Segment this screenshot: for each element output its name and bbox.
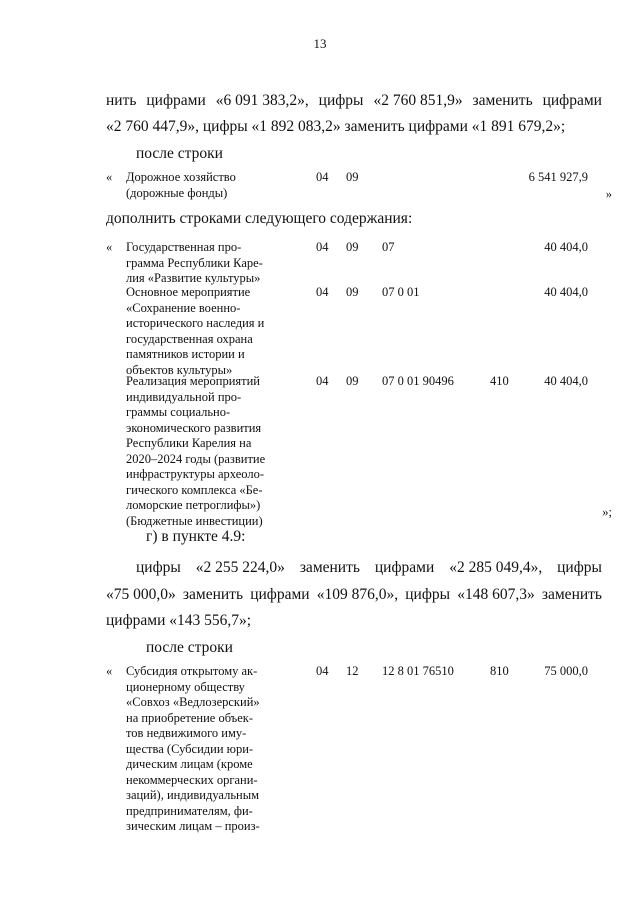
section-code: 04 [316, 240, 329, 254]
word: цифры [557, 559, 602, 576]
table-row-added-2 [106, 285, 612, 379]
amount: 75 000,0 [544, 664, 588, 678]
row-name-line: Государственная про- [126, 240, 242, 254]
expense-type-code: 810 [490, 664, 509, 678]
word: заменить [541, 586, 602, 603]
word: заменить [182, 586, 244, 603]
after-line-label: после строки [136, 145, 223, 162]
supplement-text: дополнить строками следующего содержания: [106, 210, 413, 227]
word: цифрами [374, 559, 435, 576]
word: «6 091 383,2», [215, 92, 309, 109]
amount: 40 404,0 [544, 285, 588, 299]
target-code: 12 8 01 76510 [382, 664, 454, 678]
row-name-line: памятников истории и [126, 347, 245, 361]
row-name-line: Субсидия открытому ак- [126, 664, 258, 678]
paragraph-2-line-2 [106, 584, 602, 606]
word: цифры [405, 586, 451, 603]
row-name-line: государственная охрана [126, 331, 253, 346]
section-code: 04 [316, 374, 329, 388]
row-name-line: Дорожное хозяйство [126, 170, 236, 184]
row-name-line: 2020–2024 годы (развитие [126, 451, 266, 466]
row-name-line: Республики Карелия на [126, 436, 252, 450]
table-row-added-1 [106, 240, 612, 288]
row-name-line: граммы социально- [126, 405, 231, 419]
open-quote: « [106, 170, 113, 184]
paragraph-1-line-2: «2 760 447,9», цифры «1 892 083,2» заменить цифрами «1 891 679,2»; [106, 118, 566, 135]
row-name-line: объектов культуры» [126, 362, 233, 377]
row-name-line: на приобретение объек- [126, 710, 254, 725]
amount: 40 404,0 [544, 240, 588, 254]
word: заменить [472, 92, 533, 109]
row-name-line: индивидуальной про- [126, 389, 242, 404]
subsection-code: 09 [346, 285, 359, 299]
row-name-line: тов недвижимого иму- [126, 726, 247, 740]
table-row-subsidy [106, 664, 612, 840]
subsection-code: 12 [346, 664, 359, 678]
word: «2 760 851,9» [373, 92, 463, 109]
row-name-line: ционерному обществу [126, 679, 245, 694]
word: цифрами [542, 92, 602, 109]
word: «148 607,3» [457, 586, 535, 603]
row-name-line: (дорожные фонды) [126, 185, 228, 200]
amount: 6 541 927,9 [528, 170, 588, 184]
open-quote: « [106, 664, 113, 678]
row-name-line: инфраструктуры археоло- [126, 467, 265, 481]
expense-type-code: 410 [490, 374, 509, 388]
row-name-line: щества (Субсидии юри- [126, 741, 254, 756]
row-name [126, 374, 294, 529]
row-name-line: (Бюджетные инвестиции) [126, 513, 263, 528]
row-name-line: «Сохранение военно- [126, 300, 241, 315]
row-name-line: грамма Республики Каре- [126, 255, 263, 270]
close-quote: »; [602, 505, 612, 519]
row-name [126, 285, 294, 378]
word: «2 255 224,0» [195, 559, 285, 576]
word: «2 285 049,4», [449, 559, 543, 576]
row-name [126, 664, 294, 835]
row-name-line: экономического развития [126, 420, 262, 435]
paragraph-1-line-1 [106, 90, 602, 112]
close-quote: » [605, 187, 612, 201]
subsection-code: 09 [346, 170, 359, 184]
open-quote: « [106, 240, 113, 254]
target-code: 07 0 01 90496 [382, 374, 454, 388]
row-name-line: «Совхоз «Ведлозерский» [126, 695, 260, 709]
row-name-line: Основное мероприятие [126, 285, 251, 299]
paragraph-2-line-3: цифрами «143 556,7»; [106, 612, 252, 629]
after-line-label: после строки [146, 639, 233, 656]
row-name-line: ломорские петроглифы») [126, 498, 261, 512]
amount: 40 404,0 [544, 374, 588, 388]
row-name [126, 170, 294, 201]
subsection-code: 09 [346, 374, 359, 388]
row-name [126, 240, 294, 287]
paragraph-2-line-1 [136, 557, 602, 579]
target-code: 07 [382, 240, 395, 254]
section-code: 04 [316, 664, 329, 678]
section-code: 04 [316, 285, 329, 299]
word: цифры [318, 92, 364, 109]
subsection-code: 09 [346, 240, 359, 254]
row-name-line: некоммерческих органи- [126, 772, 258, 787]
word: нить [106, 92, 137, 109]
target-code: 07 0 01 [382, 285, 420, 299]
section-g-heading: г) в пункте 4.9: [146, 528, 246, 545]
row-name-line: предпринимателям, фи- [126, 803, 253, 818]
section-code: 04 [316, 170, 329, 184]
page-number: 13 [313, 36, 327, 51]
row-name-line: гического комплекса «Бе- [126, 482, 263, 497]
row-name-line: заций), индивидуальным [126, 788, 260, 802]
word: цифрами [146, 92, 206, 109]
table-row-road-fund [106, 170, 612, 210]
row-name-line: дическим лицам (кроме [126, 757, 253, 771]
word: цифры [136, 559, 181, 576]
word: цифрами [250, 586, 310, 603]
row-name-line: зическим лицам – произ- [126, 819, 260, 833]
word: «109 876,0», [316, 586, 399, 603]
row-name-line: лия «Развитие культуры» [126, 271, 261, 285]
table-row-added-3 [106, 374, 612, 532]
row-name-line: Реализация мероприятий [126, 374, 260, 388]
word: «75 000,0» [106, 586, 176, 603]
word: заменить [299, 559, 360, 576]
row-name-line: исторического наследия и [126, 316, 265, 330]
